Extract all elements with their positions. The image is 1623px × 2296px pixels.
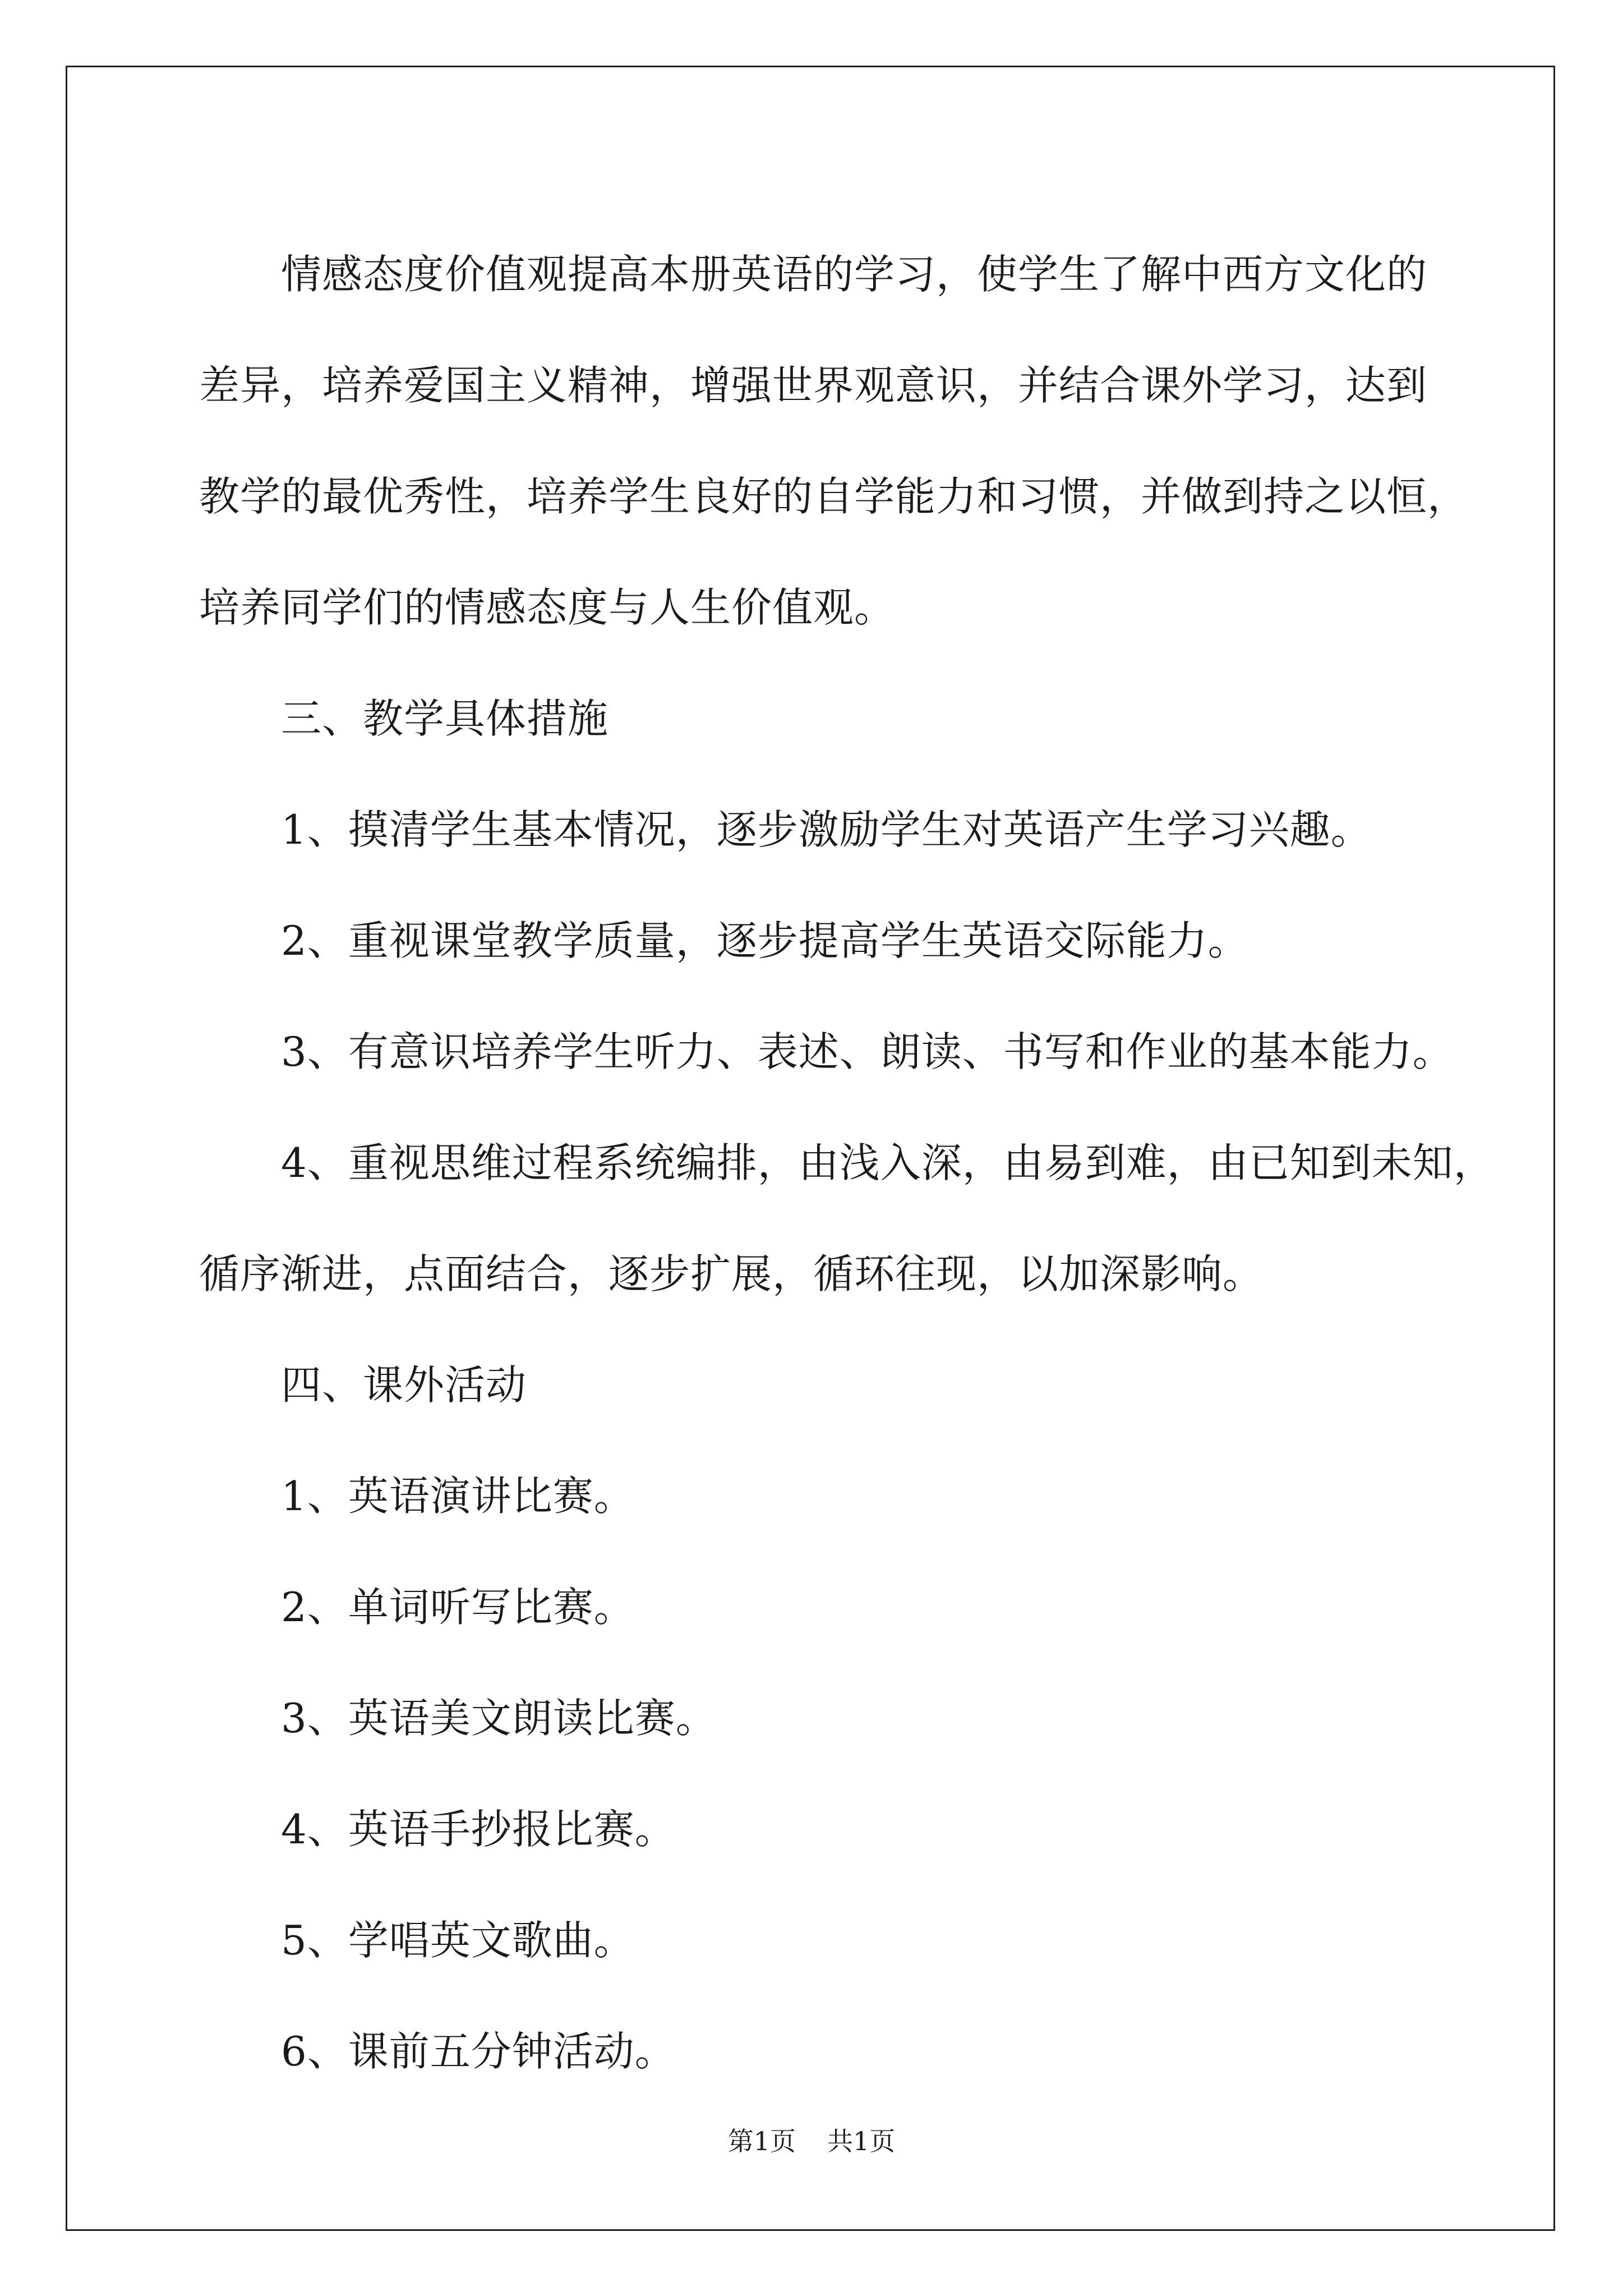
paragraph-continuation: 教学的最优秀性，培养学生良好的自学能力和习惯，并做到持之以恒， [199, 473, 1469, 520]
list-item: 3、英语美文朗读比赛。 [281, 1695, 717, 1742]
list-item: 2、单词听写比赛。 [281, 1584, 635, 1631]
list-item: 2、重视课堂教学质量，逐步提高学生英语交际能力。 [281, 917, 1249, 964]
section-heading: 四、课外活动 [281, 1361, 527, 1409]
list-item: 4、重视思维过程系统编排，由浅入深，由易到难，由已知到未知， [281, 1139, 1495, 1186]
list-item: 3、有意识培养学生听力、表述、朗读、书写和作业的基本能力。 [281, 1028, 1454, 1075]
document-body [199, 219, 1495, 2107]
list-item: 1、英语演讲比赛。 [281, 1473, 635, 1520]
list-item: 4、英语手抄报比赛。 [281, 1806, 676, 1853]
page-number-total: 共1页 [827, 2126, 896, 2156]
paragraph: 情感态度价值观提高本册英语的学习，使学生了解中西方文化的 [281, 251, 1428, 298]
list-item: 6、课前五分钟活动。 [281, 2028, 676, 2075]
page-number-current: 第1页 [727, 2126, 796, 2156]
list-item: 1、摸清学生基本情况，逐步激励学生对英语产生学习兴趣。 [281, 806, 1372, 853]
paragraph-continuation: 培养同学们的情感态度与人生价值观。 [199, 584, 896, 631]
section-heading: 三、教学具体措施 [281, 695, 609, 742]
paragraph-continuation: 差异，培养爱国主义精神，增强世界观意识，并结合课外学习，达到 [199, 362, 1428, 409]
list-item-continuation: 循序渐进，点面结合，逐步扩展，循环往现，以加深影响。 [199, 1250, 1264, 1297]
list-item: 5、学唱英文歌曲。 [281, 1917, 635, 1964]
page-footer [0, 2124, 1623, 2158]
